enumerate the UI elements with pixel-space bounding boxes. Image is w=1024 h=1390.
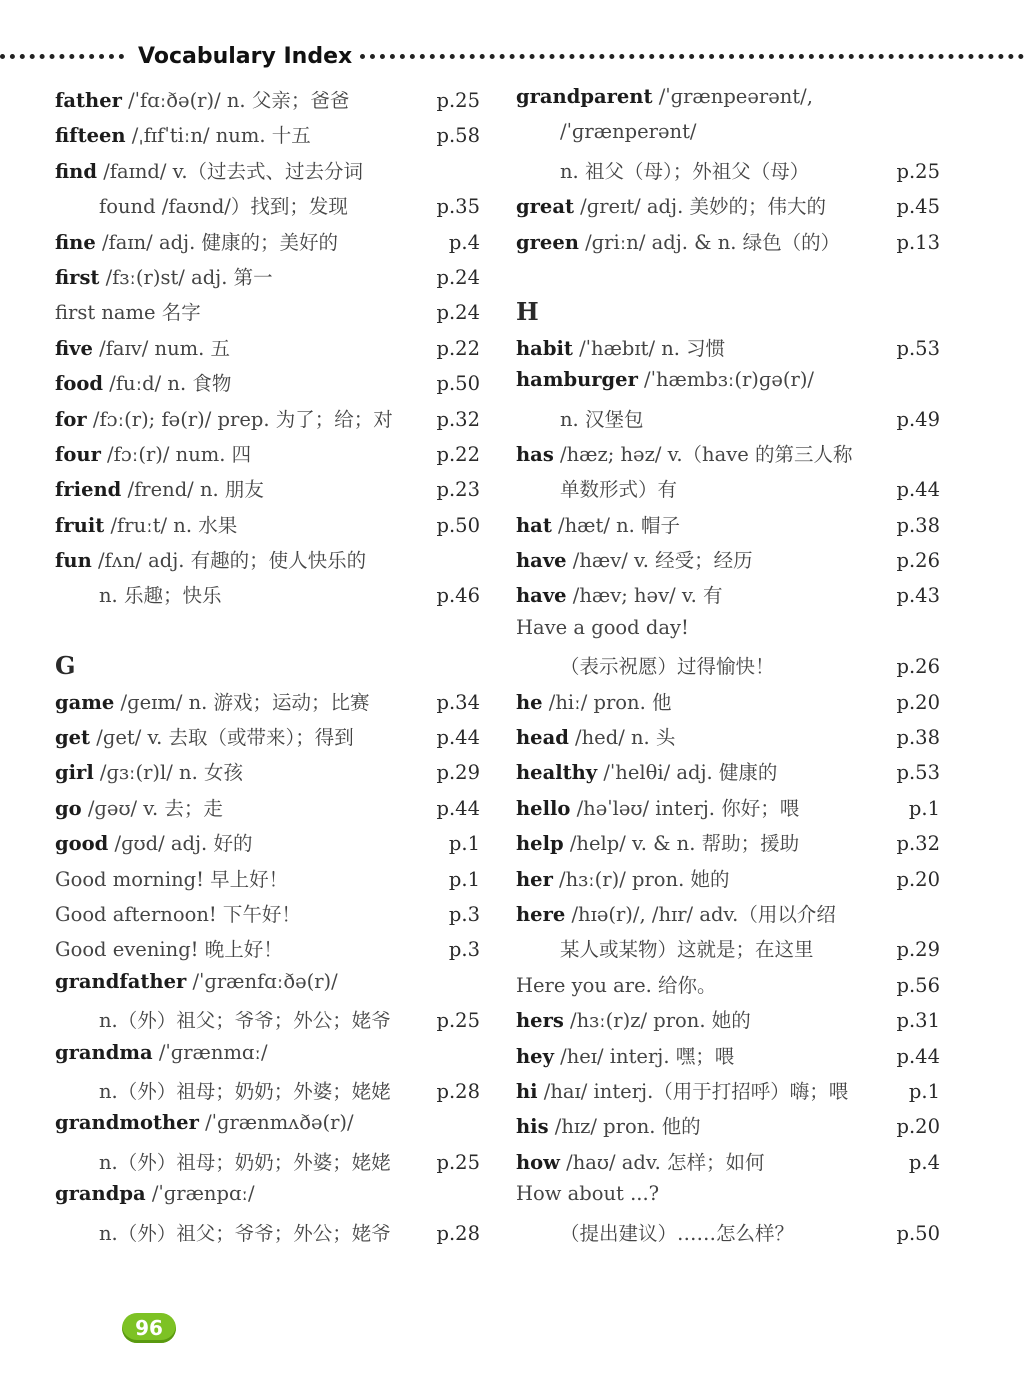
headword: hers (516, 1009, 564, 1033)
entry-text (516, 1147, 903, 1175)
page-reference: p.34 (436, 690, 480, 714)
entry-gloss: n.（外）祖父；爷爷；外公；姥爷 (99, 1221, 391, 1245)
vocab-entry-line (516, 1182, 940, 1217)
entry-gloss: /fruːt/ n. 水果 (104, 513, 238, 537)
entry-gloss: /hiː/ pron. 他 (542, 690, 672, 714)
entry-text (516, 120, 934, 143)
headword: grandparent (516, 85, 653, 108)
entry-text (516, 899, 934, 927)
entry-text (55, 722, 431, 750)
headword: grandma (55, 1040, 153, 1064)
entry-text (55, 1218, 431, 1246)
headword: grandmother (55, 1111, 199, 1135)
vocab-entry-line (55, 864, 480, 899)
entry-text (55, 85, 431, 113)
headword: have (516, 549, 567, 573)
vocab-entry (55, 227, 480, 262)
entry-gloss: /hɪz/ pron. 他的 (548, 1115, 701, 1139)
vocab-entry (516, 828, 940, 863)
vocab-entry-line (516, 651, 940, 686)
headword: hat (516, 513, 552, 537)
vocab-entry-line (516, 1218, 940, 1253)
entry-text (516, 333, 891, 361)
vocab-entry-line (55, 899, 480, 934)
entry-gloss: /ˈɡrænperənt/ (560, 120, 697, 144)
entry-gloss: /help/ v. & n. 帮助；援助 (563, 832, 800, 856)
page-reference: p.53 (896, 336, 940, 360)
entry-gloss: /heɪ/ interj. 嘿；喂 (553, 1044, 735, 1068)
page-reference: p.56 (896, 973, 940, 997)
page-reference: p.13 (896, 230, 940, 254)
headword: here (516, 902, 566, 926)
letter-heading-text: G (55, 651, 76, 681)
page-reference: p.4 (448, 230, 480, 254)
vocab-entry (516, 439, 940, 474)
entry-gloss: /ɡəʊ/ v. 去；走 (81, 796, 223, 820)
vocab-entry (55, 1111, 480, 1146)
vocab-entry (55, 687, 480, 722)
vocab-entry-line (516, 474, 940, 509)
entry-text (516, 722, 891, 750)
headword: hamburger (516, 368, 638, 392)
headword: grandpa (55, 1182, 146, 1206)
entry-text (516, 580, 891, 608)
headword: great (516, 195, 574, 219)
page-reference: p.24 (436, 301, 480, 325)
spacer (516, 262, 940, 297)
entry-gloss: /hæt/ n. 帽子 (551, 513, 681, 537)
vocab-entry (516, 757, 940, 792)
vocab-entry (55, 1182, 480, 1217)
headword: fifteen (55, 124, 126, 148)
entry-gloss: /hæz; həz/ v.（have 的第三人称 (553, 442, 853, 466)
vocab-entry-line (55, 1147, 480, 1182)
entry-text (516, 474, 891, 502)
entry-text (516, 687, 891, 715)
entry-gloss: /haɪ/ interj.（用于打招呼）嗨；喂 (537, 1079, 849, 1103)
page-reference: p.53 (896, 761, 940, 785)
vocab-entry-line (55, 1076, 480, 1111)
entry-text (516, 404, 891, 432)
entry-text (55, 262, 431, 290)
entry-text (516, 864, 891, 892)
page-header (0, 40, 1024, 72)
headword: her (516, 867, 553, 891)
page-reference: p.58 (436, 124, 480, 148)
entry-text (55, 474, 431, 502)
page-reference: p.25 (436, 1150, 480, 1174)
vocab-entry-line (516, 616, 940, 651)
entry-gloss: n.（外）祖父；爷爷；外公；姥爷 (99, 1009, 391, 1033)
page-reference: p.44 (896, 478, 940, 502)
letter-heading (516, 297, 940, 332)
entry-text (516, 757, 891, 785)
letter-heading (55, 651, 480, 686)
vocab-entry (516, 899, 940, 934)
page-reference: p.26 (896, 549, 940, 573)
entry-text (55, 439, 431, 467)
page-reference: p.45 (896, 195, 940, 219)
page-reference: p.4 (908, 1150, 940, 1174)
entry-text (516, 1182, 934, 1205)
entry-gloss: /ɡet/ v. 去取（或带来）；得到 (90, 726, 354, 750)
entry-text (55, 368, 431, 396)
entry-gloss: Good morning! 早上好！ (55, 867, 289, 891)
headword: for (55, 407, 87, 431)
page-reference: p.44 (436, 796, 480, 820)
entry-text (516, 85, 934, 108)
right-column (516, 85, 940, 1253)
entry-gloss: /ˈɡrænpeərənt/, (652, 85, 813, 108)
entry-gloss: （提出建议）……怎么样？ (560, 1221, 795, 1245)
headword: habit (516, 336, 573, 360)
entry-text (55, 580, 431, 608)
page-reference: p.28 (436, 1079, 480, 1103)
page-reference: p.28 (436, 1221, 480, 1245)
entry-gloss: /fɜː(r)st/ adj. 第一 (99, 265, 273, 289)
vocab-entry (55, 1041, 480, 1076)
entry-gloss: n.（外）祖母；奶奶；外婆；姥姥 (99, 1079, 391, 1103)
entry-text (516, 227, 891, 255)
entry-text (516, 545, 891, 573)
entry-text (516, 828, 891, 856)
headword: food (55, 372, 104, 396)
page-reference: p.43 (896, 584, 940, 608)
page-reference: p.1 (448, 867, 480, 891)
entry-text (55, 1147, 431, 1175)
headword: help (516, 832, 564, 856)
headword: good (55, 832, 109, 856)
page-reference: p.1 (908, 796, 940, 820)
entry-gloss: /haʊ/ adv. 怎样；如何 (559, 1150, 765, 1174)
headword: has (516, 442, 554, 466)
page-reference: p.49 (896, 407, 940, 431)
entry-gloss: /hæv/ v. 经受；经历 (566, 549, 753, 573)
entry-text (516, 368, 934, 391)
entry-gloss: 单数形式）有 (560, 478, 678, 502)
entry-gloss: first name 名字 (55, 301, 201, 325)
headword: hi (516, 1079, 538, 1103)
entry-gloss: /ˈɡrænmɑː/ (152, 1040, 268, 1064)
vocab-entry-line (55, 191, 480, 226)
headword: go (55, 796, 82, 820)
headword: grandfather (55, 969, 187, 993)
page-reference: p.20 (896, 867, 940, 891)
vocab-entry (516, 1005, 940, 1040)
vocab-entry-line (516, 156, 940, 191)
headword: healthy (516, 761, 598, 785)
page-reference: p.44 (436, 726, 480, 750)
page-reference: p.3 (448, 938, 480, 962)
vocab-entry (516, 1111, 940, 1146)
entry-gloss: /ɡʊd/ adj. 好的 (108, 832, 253, 856)
entry-text (55, 120, 431, 148)
entry-text (516, 970, 891, 998)
entry-gloss: /hæv; həv/ v. 有 (566, 584, 723, 608)
entry-gloss: found /faʊnd/）找到；发现 (99, 195, 348, 219)
vocab-entry (516, 510, 940, 545)
entry-gloss: /həˈləʊ/ interj. 你好；喂 (570, 796, 800, 820)
entry-gloss: How about ...? (516, 1182, 660, 1206)
entry-text (516, 156, 891, 184)
headword: hey (516, 1044, 554, 1068)
headword: how (516, 1150, 560, 1174)
letter-heading-text: H (516, 297, 539, 327)
entry-gloss: /fɔː(r); fə(r)/ prep. 为了；给；对 (86, 407, 393, 431)
entry-text (55, 793, 431, 821)
page-reference: p.25 (436, 89, 480, 112)
entry-text (55, 297, 431, 325)
vocab-entry-line (516, 970, 940, 1005)
headword: his (516, 1115, 549, 1139)
vocab-entry (516, 545, 940, 580)
entry-gloss: /ˈfɑːðə(r)/ n. 父亲；爸爸 (121, 89, 350, 112)
entry-gloss: （表示祝愿）过得愉快！ (560, 655, 775, 679)
page-reference: p.22 (436, 336, 480, 360)
page-reference: p.26 (896, 655, 940, 679)
entry-gloss: /ˈhæbɪt/ n. 习惯 (572, 336, 726, 360)
vocab-entry (516, 368, 940, 403)
page-reference: p.1 (448, 832, 480, 856)
entry-gloss: /hɪə(r)/, /hɪr/ adv.（用以介绍 (565, 902, 836, 926)
vocab-entry-line (55, 1218, 480, 1253)
entry-text (516, 934, 891, 962)
headword: find (55, 159, 97, 183)
headword: father (55, 89, 122, 112)
vocab-entry (516, 687, 940, 722)
entry-gloss: /faɪnd/ v.（过去式、过去分词 (97, 159, 364, 183)
headword: hello (516, 796, 571, 820)
headword: five (55, 336, 93, 360)
entry-gloss: /ˌfɪfˈtiːn/ num. 十五 (125, 124, 311, 148)
page-reference: p.22 (436, 442, 480, 466)
vocab-entry (516, 333, 940, 368)
entry-gloss: /hed/ n. 头 (568, 726, 676, 750)
entry-text (55, 864, 443, 892)
vocab-entry (55, 120, 480, 155)
left-column (55, 85, 480, 1253)
vocab-entry (55, 793, 480, 828)
headword: first (55, 265, 100, 289)
page-reference: p.50 (436, 513, 480, 537)
entry-gloss: /ɡreɪt/ adj. 美妙的；伟大的 (573, 195, 826, 219)
header-title: Vocabulary Index (138, 43, 353, 69)
vocab-entry (516, 580, 940, 615)
vocab-entry (55, 510, 480, 545)
entry-gloss: /ˈɡrænpɑː/ (145, 1182, 255, 1206)
spacer (55, 616, 480, 651)
vocab-entry (55, 757, 480, 792)
entry-gloss: /hɜː(r)/ pron. 她的 (552, 867, 730, 891)
entry-text (516, 793, 903, 821)
entry-gloss: /fʌn/ adj. 有趣的；使人快乐的 (91, 549, 367, 573)
entry-text (516, 1218, 891, 1246)
entry-text (516, 191, 891, 219)
vocab-entry (55, 828, 480, 863)
entry-gloss: Good afternoon! 下午好！ (55, 902, 301, 926)
entry-text (516, 439, 934, 467)
entry-text (516, 616, 934, 639)
vocab-entry-line (516, 934, 940, 969)
entry-text (516, 1076, 903, 1104)
page-reference: p.50 (436, 372, 480, 396)
entry-text (55, 970, 474, 993)
vocab-entry (516, 793, 940, 828)
entry-gloss: n. 祖父（母）；外祖父（母） (560, 159, 810, 183)
headword: fun (55, 549, 92, 573)
page-reference: p.35 (436, 195, 480, 219)
page-reference: p.20 (896, 1115, 940, 1139)
entry-text (516, 1041, 891, 1069)
vocab-entry-line (55, 297, 480, 332)
vocab-entry (55, 85, 480, 120)
entry-gloss: /frend/ n. 朋友 (121, 478, 264, 502)
vocab-entry (516, 85, 940, 120)
entry-text (55, 333, 431, 361)
page-reference: p.50 (896, 1221, 940, 1245)
vocab-entry (55, 474, 480, 509)
page-reference: p.29 (896, 938, 940, 962)
vocab-entry (55, 970, 480, 1005)
vocab-entry (516, 1076, 940, 1111)
vocab-entry (55, 262, 480, 297)
vocab-entry-line (516, 120, 940, 155)
page-number-badge: 96 (122, 1313, 176, 1343)
vocab-entry (55, 333, 480, 368)
entry-text (55, 510, 431, 538)
entry-text (55, 828, 443, 856)
entry-text (55, 1005, 431, 1033)
page-reference: p.25 (896, 159, 940, 183)
vocab-entry-line (516, 404, 940, 439)
page-reference: p.38 (896, 726, 940, 750)
entry-gloss: /fuːd/ n. 食物 (103, 372, 232, 396)
entry-text (55, 191, 431, 219)
entry-gloss: /ɡeɪm/ n. 游戏；运动；比赛 (114, 690, 370, 714)
vocab-entry (55, 722, 480, 757)
entry-text (55, 1076, 431, 1104)
entry-text (55, 757, 431, 785)
entry-gloss: /ɡɜː(r)l/ n. 女孩 (93, 761, 243, 785)
page-reference: p.25 (436, 1009, 480, 1033)
entry-text (55, 934, 443, 962)
headword: head (516, 726, 569, 750)
entry-gloss: /faɪn/ adj. 健康的；美好的 (95, 230, 338, 254)
headword: he (516, 690, 543, 714)
vocab-entry (516, 722, 940, 757)
entry-gloss: 某人或某物）这就是；在这里 (560, 938, 814, 962)
entry-gloss: Have a good day! (516, 615, 689, 639)
entry-gloss: /ɡriːn/ adj. & n. 绿色（的） (578, 230, 841, 254)
headword: girl (55, 761, 94, 785)
entry-gloss: Good evening! 晚上好！ (55, 938, 283, 962)
page-reference: p.32 (896, 832, 940, 856)
vocab-entry-line (55, 934, 480, 969)
page-reference: p.20 (896, 690, 940, 714)
header-dots-left (0, 54, 124, 59)
page-reference: p.44 (896, 1044, 940, 1068)
entry-text (55, 227, 443, 255)
vocab-entry (516, 1041, 940, 1076)
vocab-entry (516, 1147, 940, 1182)
entry-gloss: Here you are. 给你。 (516, 973, 717, 997)
page-reference: p.29 (436, 761, 480, 785)
vocab-entry-line (55, 1005, 480, 1040)
entry-text (55, 404, 431, 432)
vocab-entry (55, 439, 480, 474)
entry-text (516, 651, 891, 679)
vocab-entry-line (55, 580, 480, 615)
entry-gloss: n. 汉堡包 (560, 407, 644, 431)
entry-text (55, 1111, 474, 1134)
headword: four (55, 442, 101, 466)
vocab-entry (55, 545, 480, 580)
entry-gloss: /ˈhæmbɜː(r)ɡə(r)/ (637, 368, 815, 392)
page-reference: p.31 (896, 1009, 940, 1033)
page-reference: p.38 (896, 513, 940, 537)
vocab-entry (516, 227, 940, 262)
entry-text (55, 156, 474, 184)
entry-text (55, 1041, 474, 1064)
headword: friend (55, 478, 122, 502)
page-reference: p.46 (436, 584, 480, 608)
page-reference: p.32 (436, 407, 480, 431)
page-reference: p.3 (448, 902, 480, 926)
entry-gloss: /faɪv/ num. 五 (92, 336, 231, 360)
entry-text (516, 1005, 891, 1033)
entry-gloss: /ˈɡrænmʌðə(r)/ (198, 1111, 354, 1135)
headword: fine (55, 230, 96, 254)
entry-gloss: /ˈɡrænfɑːðə(r)/ (186, 969, 338, 993)
header-dots-right (360, 54, 1024, 59)
page-reference: p.24 (436, 265, 480, 289)
entry-gloss: n.（外）祖母；奶奶；外婆；姥姥 (99, 1150, 391, 1174)
vocab-entry (55, 156, 480, 191)
vocab-entry (55, 368, 480, 403)
headword: get (55, 726, 91, 750)
vocab-entry (516, 864, 940, 899)
entry-text (516, 1111, 891, 1139)
headword: have (516, 584, 567, 608)
entry-gloss: /fɔː(r)/ num. 四 (100, 442, 252, 466)
vocab-entry (55, 404, 480, 439)
headword: fruit (55, 513, 105, 537)
headword: game (55, 690, 115, 714)
entry-text (516, 510, 891, 538)
vocab-entry (516, 191, 940, 226)
entry-gloss: /ˈhelθi/ adj. 健康的 (597, 761, 778, 785)
entry-gloss: /hɜː(r)z/ pron. 她的 (563, 1009, 751, 1033)
entry-gloss: n. 乐趣；快乐 (99, 584, 222, 608)
entry-text (55, 899, 443, 927)
page-reference: p.1 (908, 1079, 940, 1103)
headword: green (516, 230, 579, 254)
entry-text (55, 545, 474, 573)
entry-text (55, 1182, 474, 1205)
entry-text (55, 687, 431, 715)
page-reference: p.23 (436, 478, 480, 502)
